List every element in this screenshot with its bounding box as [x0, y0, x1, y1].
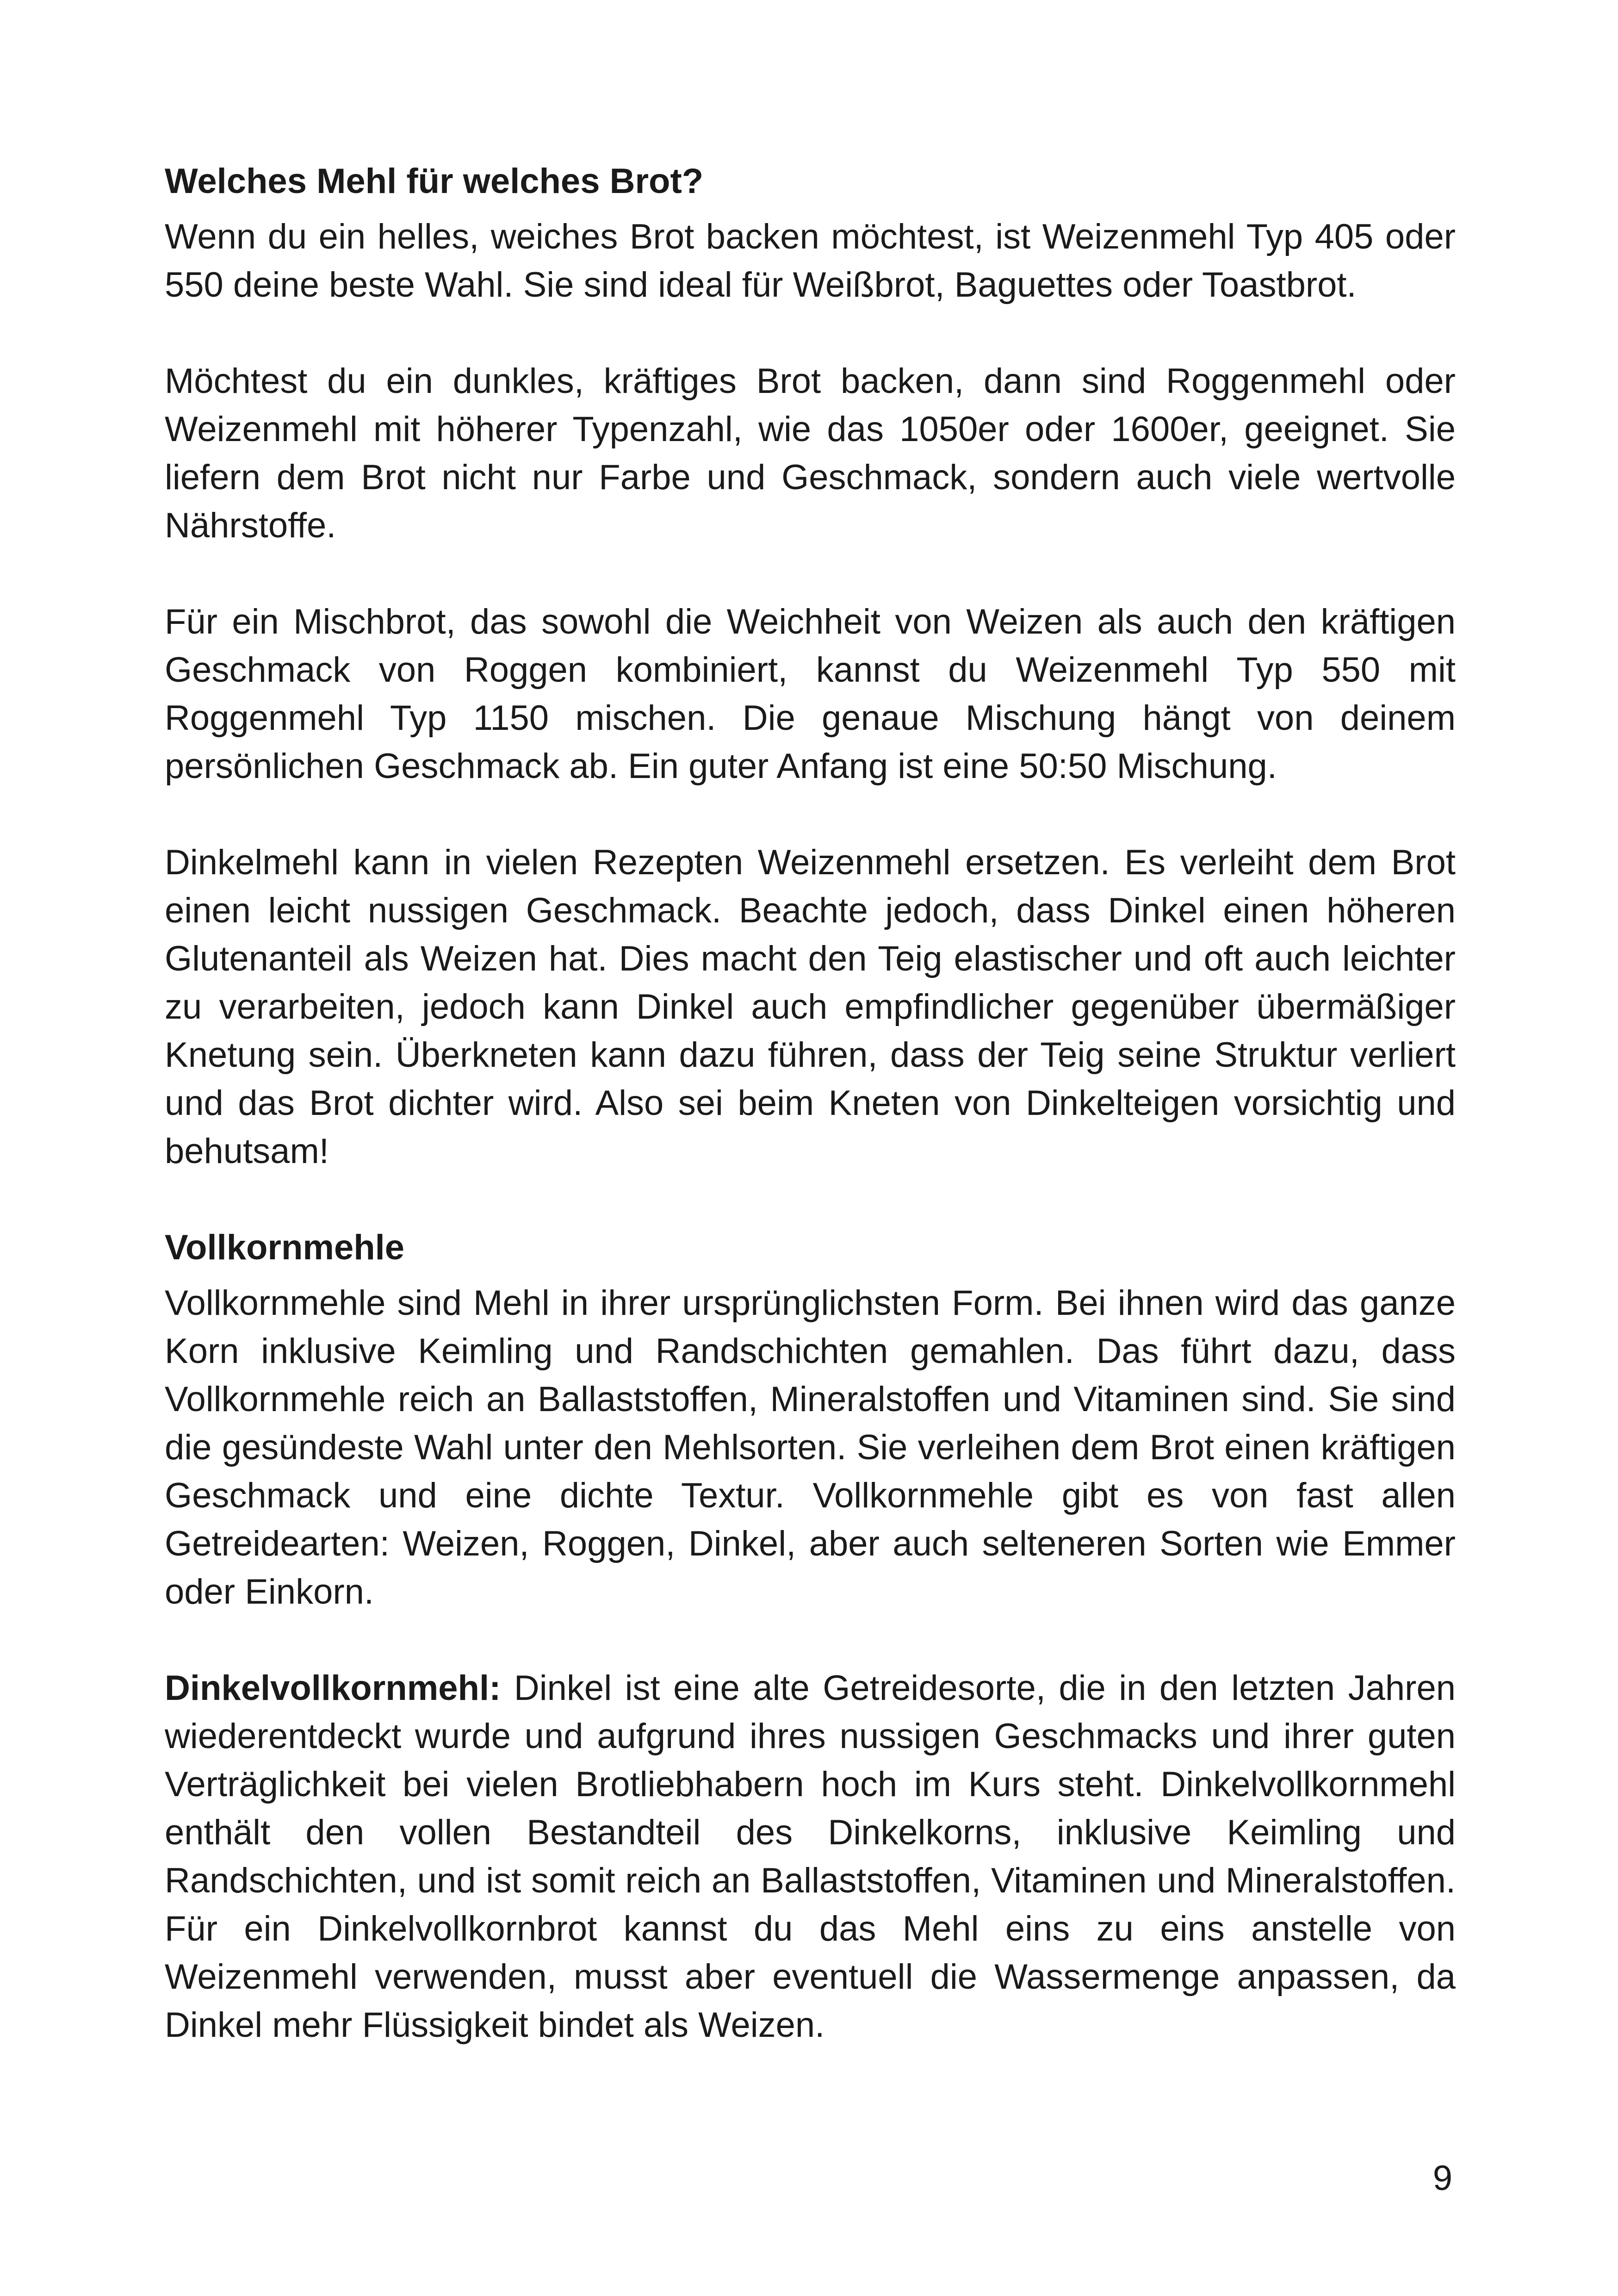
page-number: 9: [1432, 2159, 1452, 2198]
paragraph-helles-brot: Wenn du ein helles, weiches Brot backen möchtest, ist Weizenmehl Typ 405 oder 550 deine beste Wahl. Sie sind ideal für Weißbrot, Baguettes oder Toastbrot.: [165, 217, 1456, 305]
section-heading-vollkornmehle: Vollkornmehle: [165, 1228, 405, 1267]
paragraph-dinkelvollkornmehl: [165, 1664, 1456, 2049]
section-heading-mehl-brot: Welches Mehl für welches Brot?: [165, 162, 704, 201]
term-dinkelvollkornmehl: Dinkelvollkornmehl:: [165, 1668, 501, 1708]
paragraph-dunkles-brot: Möchtest du ein dunkles, kräftiges Brot backen, dann sind Roggenmehl oder Weizenmehl mit höherer Typenzahl, wie das 1050er oder 1600er, geeignet. Sie liefern dem Brot nicht nur Farbe und Geschmack, sondern auch viele wertvolle Nährstoffe.: [165, 361, 1456, 545]
paragraph-mischbrot: Für ein Mischbrot, das sowohl die Weichheit von Weizen als auch den kräftigen Geschmack von Roggen kombiniert, kannst du Weizenmehl Typ 550 mit Roggenmehl Typ 1150 mischen. Die genaue Mischung hängt von deinem persönlichen Geschmack ab. Ein guter Anfang ist eine 50:50 Mischung.: [165, 602, 1456, 786]
paragraph-dinkelmehl: Dinkelmehl kann in vielen Rezepten Weizenmehl ersetzen. Es verleiht dem Brot einen leicht nussigen Geschmack. Beachte jedoch, dass Dinkel einen höheren Glutenanteil als Weizen hat. Dies macht den Teig elastischer und oft auch leichter zu verarbeiten, jedoch kann Dinkel auch empfindlicher gegenüber übermäßiger Knetung sein. Überkneten kann dazu führen, dass der Teig seine Struktur verliert und das Brot dichter wird. Also sei beim Kneten von Dinkelteigen vorsichtig und behutsam!: [165, 843, 1456, 1171]
definition-dinkelvollkornmehl: Dinkel ist eine alte Getreidesorte, die in den letzten Jahren wiederentdeckt wurde und aufgrund ihres nussigen Geschmacks und ihrer guten Verträglichkeit bei vielen Brotliebhabern hoch im Kurs steht. Dinkelvollkornmehl enthält den vollen Bestandteil des Dinkelkorns, inklusive Keimling und Randschichten, und ist somit reich an Ballaststoffen, Vitaminen und Mineralstoffen. Für ein Dinkelvollkornbrot kannst du das Mehl eins zu eins anstelle von Weizenmehl verwenden, musst aber eventuell die Wassermenge anpassen, da Dinkel mehr Flüssigkeit bindet als Weizen.: [165, 1668, 1456, 2045]
paragraph-vollkornmehle: Vollkornmehle sind Mehl in ihrer ursprünglichsten Form. Bei ihnen wird das ganze Korn inklusive Keimling und Randschichten gemahlen. Das führt dazu, dass Vollkornmehle reich an Ballaststoffen, Mineralstoffen und Vitaminen sind. Sie sind die gesündeste Wahl unter den Mehlsorten. Sie verleihen dem Brot einen kräftigen Geschmack und eine dichte Textur. Vollkornmehle gibt es von fast allen Getreidearten: Weizen, Roggen, Dinkel, aber auch selteneren Sorten wie Emmer oder Einkorn.: [165, 1283, 1456, 1612]
page-content: [165, 157, 1456, 2049]
